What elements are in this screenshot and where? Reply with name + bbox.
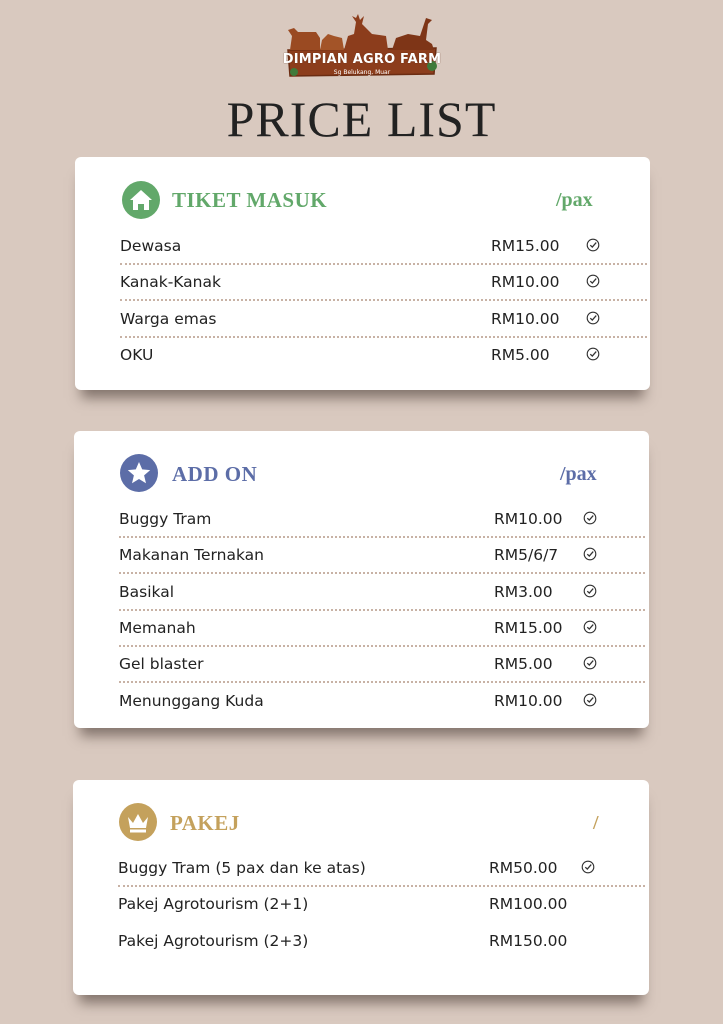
section-card-add-on bbox=[74, 431, 649, 728]
item-name: OKU bbox=[120, 345, 154, 364]
item-name: Basikal bbox=[119, 582, 175, 601]
logo-location: Sg Belukang, Muar bbox=[333, 69, 391, 76]
item-price: RM10.00 bbox=[494, 691, 563, 710]
check-icon bbox=[586, 238, 600, 252]
item-name: Makanan Ternakan bbox=[119, 546, 264, 565]
section-title: TIKET MASUK bbox=[172, 188, 328, 212]
item-name: Pakej Agrotourism (2+3) bbox=[118, 931, 309, 950]
item-price: RM50.00 bbox=[489, 859, 558, 877]
page-title: PRICE LIST bbox=[226, 91, 497, 147]
crown-icon bbox=[119, 803, 157, 841]
item-price: RM100.00 bbox=[489, 895, 568, 914]
item-name: Dewasa bbox=[120, 237, 182, 255]
price-row bbox=[118, 924, 645, 960]
price-row bbox=[119, 538, 645, 574]
farm-logo bbox=[282, 14, 442, 84]
price-row bbox=[120, 229, 647, 265]
check-icon bbox=[583, 511, 597, 525]
check-icon bbox=[583, 656, 597, 670]
logo-name: DIMPIAN AGRO FARM bbox=[282, 52, 442, 67]
price-row bbox=[118, 851, 645, 887]
section-unit: /pax bbox=[560, 463, 597, 485]
section-unit: /pax bbox=[556, 189, 593, 211]
price-row bbox=[118, 887, 645, 923]
item-price: RM10.00 bbox=[491, 309, 560, 328]
check-icon bbox=[586, 274, 600, 288]
check-icon bbox=[586, 311, 600, 325]
section-title: PAKEJ bbox=[170, 811, 240, 835]
item-name: Buggy Tram bbox=[119, 510, 212, 528]
check-icon bbox=[583, 547, 597, 561]
item-name: Warga emas bbox=[120, 309, 217, 328]
check-icon bbox=[583, 620, 597, 634]
section-title: ADD ON bbox=[172, 462, 258, 486]
price-row bbox=[120, 265, 647, 301]
item-name: Menunggang Kuda bbox=[119, 691, 264, 710]
item-name: Pakej Agrotourism (2+1) bbox=[118, 895, 309, 914]
item-name: Kanak-Kanak bbox=[120, 273, 221, 292]
item-price: RM5.00 bbox=[494, 655, 553, 674]
check-icon bbox=[581, 860, 595, 874]
item-price: RM15.00 bbox=[491, 237, 560, 255]
item-price: RM3.00 bbox=[494, 582, 553, 601]
section-unit: / bbox=[593, 812, 599, 834]
item-price: RM5/6/7 bbox=[494, 546, 559, 565]
item-name: Gel blaster bbox=[119, 655, 204, 674]
check-icon bbox=[583, 693, 597, 707]
check-icon bbox=[583, 584, 597, 598]
price-row bbox=[119, 647, 645, 683]
star-icon bbox=[120, 454, 158, 492]
price-row bbox=[120, 338, 647, 374]
price-row bbox=[120, 302, 647, 338]
item-price: RM10.00 bbox=[491, 273, 560, 292]
house-icon bbox=[122, 181, 160, 219]
section-card-tiket-masuk bbox=[75, 157, 650, 390]
item-name: Memanah bbox=[119, 618, 196, 637]
price-row bbox=[119, 684, 645, 720]
item-name: Buggy Tram (5 pax dan ke atas) bbox=[118, 859, 366, 877]
price-row bbox=[119, 611, 645, 647]
price-row bbox=[119, 502, 645, 538]
item-price: RM15.00 bbox=[494, 618, 563, 637]
item-price: RM10.00 bbox=[494, 510, 563, 528]
price-row bbox=[119, 575, 645, 611]
item-price: RM150.00 bbox=[489, 931, 568, 950]
section-card-pakej bbox=[73, 780, 649, 995]
item-price: RM5.00 bbox=[491, 345, 550, 364]
check-icon bbox=[586, 347, 600, 361]
